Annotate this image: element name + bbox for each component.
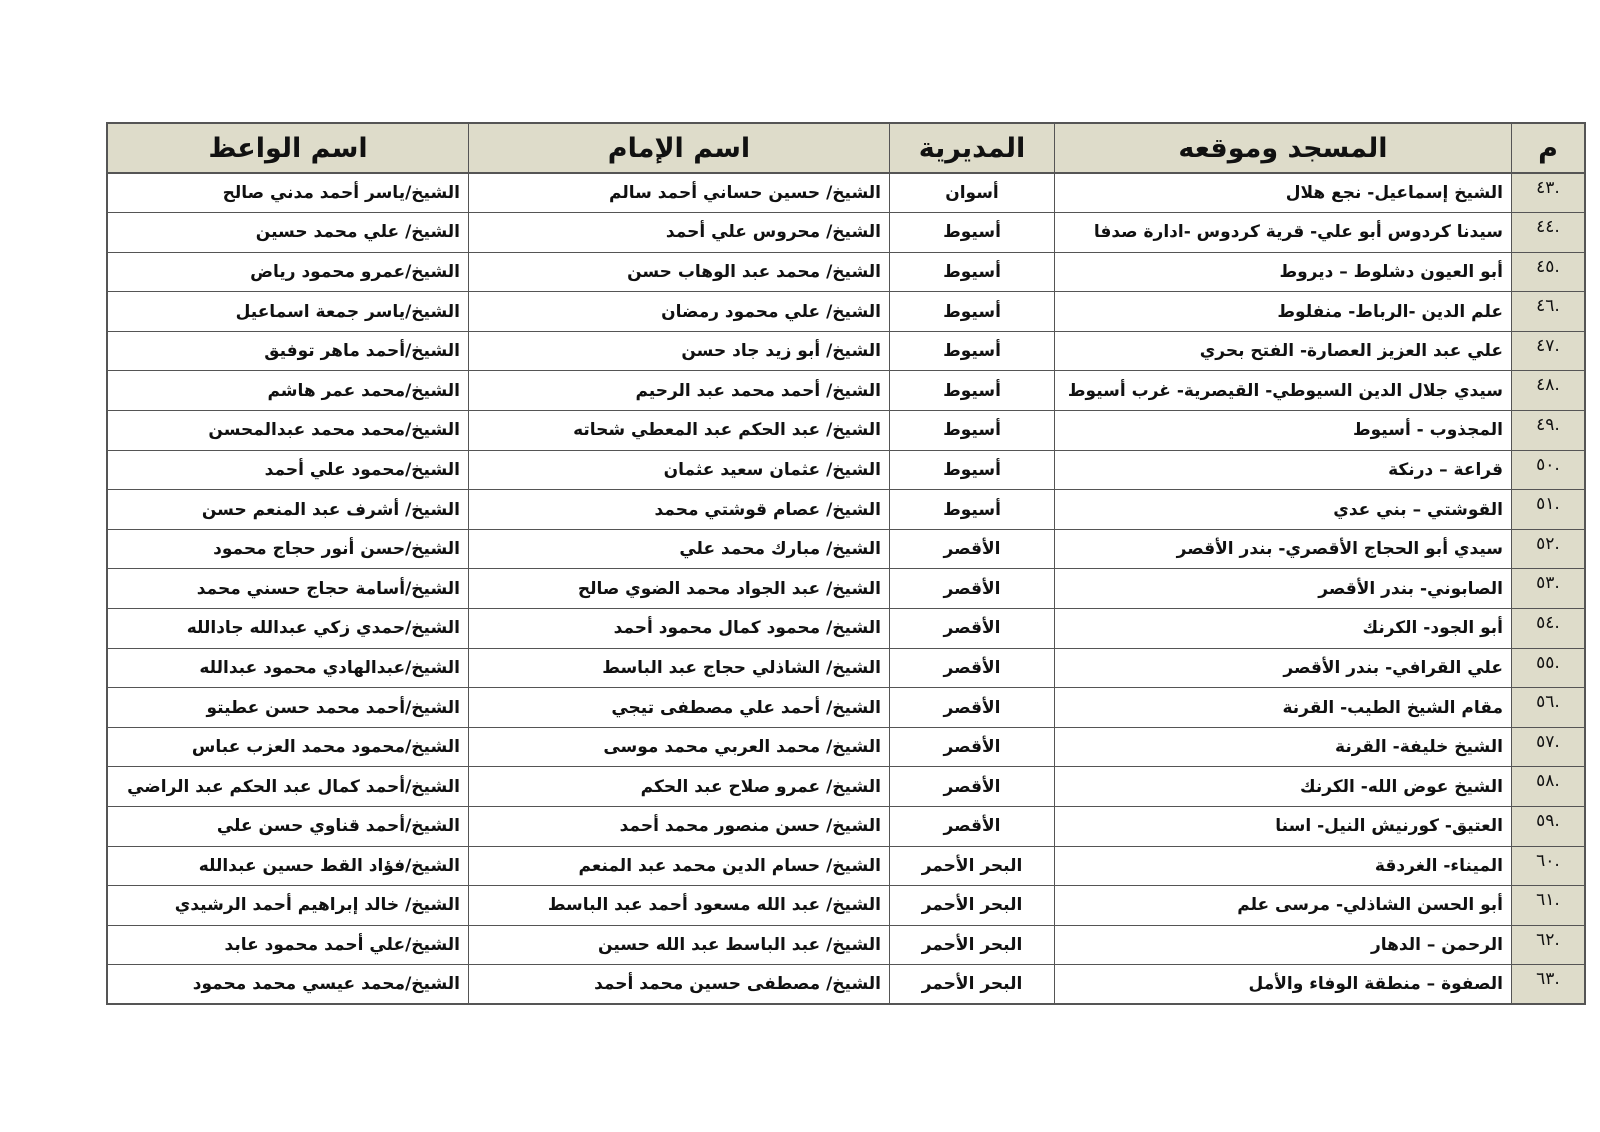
preacher-cell: الشيخ/حمدي زكي عبدالله جادالله	[107, 609, 469, 649]
table-row	[107, 450, 1585, 490]
imam-cell: الشيخ/ عبد الله مسعود أحمد عبد الباسط	[469, 886, 890, 926]
imam-cell: الشيخ/ مبارك محمد علي	[469, 529, 890, 569]
row-num-cell: .٦٠	[1512, 846, 1586, 886]
row-num-cell: .٥٥	[1512, 648, 1586, 688]
directorate-cell: أسيوط	[890, 252, 1055, 292]
mosque-cell: علم الدين -الرباط- منفلوط	[1055, 292, 1512, 332]
directorate-cell: البحر الأحمر	[890, 965, 1055, 1005]
imam-cell: الشيخ/ أبو زيد جاد حسن	[469, 331, 890, 371]
imam-cell: الشيخ/ عبد الجواد محمد الضوي صالح	[469, 569, 890, 609]
imam-cell: الشيخ/ محمود كمال محمود أحمد	[469, 609, 890, 649]
imam-cell: الشيخ/ مصطفى حسين محمد أحمد	[469, 965, 890, 1005]
mosque-cell: الصفوة – منطقة الوفاء والأمل	[1055, 965, 1512, 1005]
table-row	[107, 925, 1585, 965]
header-directorate: المديرية	[890, 123, 1055, 173]
imam-cell: الشيخ/ محروس علي أحمد	[469, 213, 890, 253]
table-body	[107, 173, 1585, 1004]
directorate-cell: الأقصر	[890, 807, 1055, 847]
mosque-cell: سيدي أبو الحجاج الأقصري- بندر الأقصر	[1055, 529, 1512, 569]
table-row	[107, 490, 1585, 530]
directorate-cell: الأقصر	[890, 688, 1055, 728]
mosque-cell: الشيخ عوض الله- الكرنك	[1055, 767, 1512, 807]
table-row	[107, 807, 1585, 847]
preacher-cell: الشيخ/محمد عيسي محمد محمود	[107, 965, 469, 1005]
imam-cell: الشيخ/ أحمد محمد عبد الرحيم	[469, 371, 890, 411]
directorate-cell: أسيوط	[890, 450, 1055, 490]
directorate-cell: البحر الأحمر	[890, 846, 1055, 886]
preacher-cell: الشيخ/عمرو محمود رياض	[107, 252, 469, 292]
directorate-cell: الأقصر	[890, 569, 1055, 609]
header-imam: اسم الإمام	[469, 123, 890, 173]
table-row	[107, 609, 1585, 649]
row-num-cell: .٥٠	[1512, 450, 1586, 490]
preacher-cell: الشيخ/ أشرف عبد المنعم حسن	[107, 490, 469, 530]
directorate-cell: أسيوط	[890, 292, 1055, 332]
table-row	[107, 173, 1585, 213]
table-row	[107, 648, 1585, 688]
imam-cell: الشيخ/ عثمان سعيد عثمان	[469, 450, 890, 490]
preacher-cell: الشيخ/محمد عمر هاشم	[107, 371, 469, 411]
directorate-cell: الأقصر	[890, 767, 1055, 807]
row-num-cell: .٤٤	[1512, 213, 1586, 253]
table-row	[107, 411, 1585, 451]
preacher-cell: الشيخ/علي أحمد محمود عابد	[107, 925, 469, 965]
imam-cell: الشيخ/ الشاذلي حجاج عبد الباسط	[469, 648, 890, 688]
header-num: م	[1512, 123, 1586, 173]
table-row	[107, 965, 1585, 1005]
mosque-cell: علي القرافي- بندر الأقصر	[1055, 648, 1512, 688]
directorate-cell: أسيوط	[890, 213, 1055, 253]
mosque-cell: الرحمن – الدهار	[1055, 925, 1512, 965]
preacher-cell: الشيخ/محمد محمد عبدالمحسن	[107, 411, 469, 451]
directorate-cell: أسيوط	[890, 371, 1055, 411]
imam-cell: الشيخ/ محمد عبد الوهاب حسن	[469, 252, 890, 292]
row-num-cell: .٤٣	[1512, 173, 1586, 213]
table-row	[107, 846, 1585, 886]
mosque-cell: الشيخ إسماعيل- نجع هلال	[1055, 173, 1512, 213]
row-num-cell: .٥٩	[1512, 807, 1586, 847]
row-num-cell: .٤٥	[1512, 252, 1586, 292]
mosque-cell: أبو الحسن الشاذلي- مرسى علم	[1055, 886, 1512, 926]
row-num-cell: .٦٢	[1512, 925, 1586, 965]
directorate-cell: الأقصر	[890, 529, 1055, 569]
row-num-cell: .٦١	[1512, 886, 1586, 926]
imam-cell: الشيخ/ علي محمود رمضان	[469, 292, 890, 332]
mosque-cell: أبو العيون دشلوط – ديروط	[1055, 252, 1512, 292]
mosque-cell: قراعة – درنكة	[1055, 450, 1512, 490]
row-num-cell: .٥٦	[1512, 688, 1586, 728]
directorate-cell: البحر الأحمر	[890, 886, 1055, 926]
row-num-cell: .٥٤	[1512, 609, 1586, 649]
imam-cell: الشيخ/ حسام الدين محمد عبد المنعم	[469, 846, 890, 886]
directorate-cell: أسيوط	[890, 411, 1055, 451]
preacher-cell: الشيخ/محمود محمد العزب عباس	[107, 727, 469, 767]
preacher-cell: الشيخ/أحمد قناوي حسن علي	[107, 807, 469, 847]
preacher-cell: الشيخ/حسن أنور حجاج محمود	[107, 529, 469, 569]
preacher-cell: الشيخ/أحمد ماهر توفيق	[107, 331, 469, 371]
directorate-cell: أسيوط	[890, 331, 1055, 371]
imam-cell: الشيخ/ عصام قوشتي محمد	[469, 490, 890, 530]
table-row	[107, 569, 1585, 609]
header-preacher: اسم الواعظ	[107, 123, 469, 173]
directorate-cell: البحر الأحمر	[890, 925, 1055, 965]
table-row	[107, 767, 1585, 807]
mosques-table	[106, 122, 1586, 1005]
imam-cell: الشيخ/ محمد العربي محمد موسى	[469, 727, 890, 767]
directorate-cell: الأقصر	[890, 727, 1055, 767]
preacher-cell: الشيخ/محمود علي أحمد	[107, 450, 469, 490]
imam-cell: الشيخ/ أحمد علي مصطفى تيجي	[469, 688, 890, 728]
mosque-cell: سيدي جلال الدين السيوطي- القيصرية- غرب أسيوط	[1055, 371, 1512, 411]
mosque-cell: العتيق- كورنيش النيل- اسنا	[1055, 807, 1512, 847]
header-mosque: المسجد وموقعه	[1055, 123, 1512, 173]
table-row	[107, 688, 1585, 728]
mosque-cell: مقام الشيخ الطيب- القرنة	[1055, 688, 1512, 728]
table-row	[107, 371, 1585, 411]
mosque-cell: الميناء- الغردقة	[1055, 846, 1512, 886]
preacher-cell: الشيخ/ياسر جمعة اسماعيل	[107, 292, 469, 332]
preacher-cell: الشيخ/ياسر أحمد مدني صالح	[107, 173, 469, 213]
directorate-cell: الأقصر	[890, 609, 1055, 649]
mosque-cell: القوشتي – بني عدي	[1055, 490, 1512, 530]
preacher-cell: الشيخ/أسامة حجاج حسني محمد	[107, 569, 469, 609]
row-num-cell: .٥٣	[1512, 569, 1586, 609]
imam-cell: الشيخ/ عمرو صلاح عبد الحكم	[469, 767, 890, 807]
row-num-cell: .٤٧	[1512, 331, 1586, 371]
mosque-cell: علي عبد العزيز العصارة- الفتح بحري	[1055, 331, 1512, 371]
row-num-cell: .٤٨	[1512, 371, 1586, 411]
imam-cell: الشيخ/ عبد الباسط عبد الله حسين	[469, 925, 890, 965]
table-row	[107, 529, 1585, 569]
imam-cell: الشيخ/ حسين حساني أحمد سالم	[469, 173, 890, 213]
imam-cell: الشيخ/ حسن منصور محمد أحمد	[469, 807, 890, 847]
row-num-cell: .٤٦	[1512, 292, 1586, 332]
mosque-cell: الصابوني- بندر الأقصر	[1055, 569, 1512, 609]
table-row	[107, 292, 1585, 332]
table-row	[107, 252, 1585, 292]
row-num-cell: .٥٧	[1512, 727, 1586, 767]
table-row	[107, 213, 1585, 253]
preacher-cell: الشيخ/أحمد كمال عبد الحكم عبد الراضي	[107, 767, 469, 807]
directorate-cell: الأقصر	[890, 648, 1055, 688]
directorate-cell: أسيوط	[890, 490, 1055, 530]
preacher-cell: الشيخ/ خالد إبراهيم أحمد الرشيدي	[107, 886, 469, 926]
preacher-cell: الشيخ/فؤاد القط حسين عبدالله	[107, 846, 469, 886]
row-num-cell: .٦٣	[1512, 965, 1586, 1005]
preacher-cell: الشيخ/عبدالهادي محمود عبدالله	[107, 648, 469, 688]
preacher-cell: الشيخ/أحمد محمد حسن عطيتو	[107, 688, 469, 728]
table-row	[107, 886, 1585, 926]
mosque-cell: أبو الجود- الكرنك	[1055, 609, 1512, 649]
mosque-cell: سيدنا كردوس أبو علي- قرية كردوس -ادارة صدفا	[1055, 213, 1512, 253]
directorate-cell: أسوان	[890, 173, 1055, 213]
table-row	[107, 727, 1585, 767]
row-num-cell: .٥١	[1512, 490, 1586, 530]
preacher-cell: الشيخ/ علي محمد حسين	[107, 213, 469, 253]
row-num-cell: .٥٢	[1512, 529, 1586, 569]
table-row	[107, 331, 1585, 371]
table-header-row	[107, 123, 1585, 173]
row-num-cell: .٤٩	[1512, 411, 1586, 451]
imam-cell: الشيخ/ عبد الحكم عبد المعطي شحاته	[469, 411, 890, 451]
mosque-cell: الشيخ خليفة- القرنة	[1055, 727, 1512, 767]
row-num-cell: .٥٨	[1512, 767, 1586, 807]
mosque-cell: المجذوب - أسيوط	[1055, 411, 1512, 451]
